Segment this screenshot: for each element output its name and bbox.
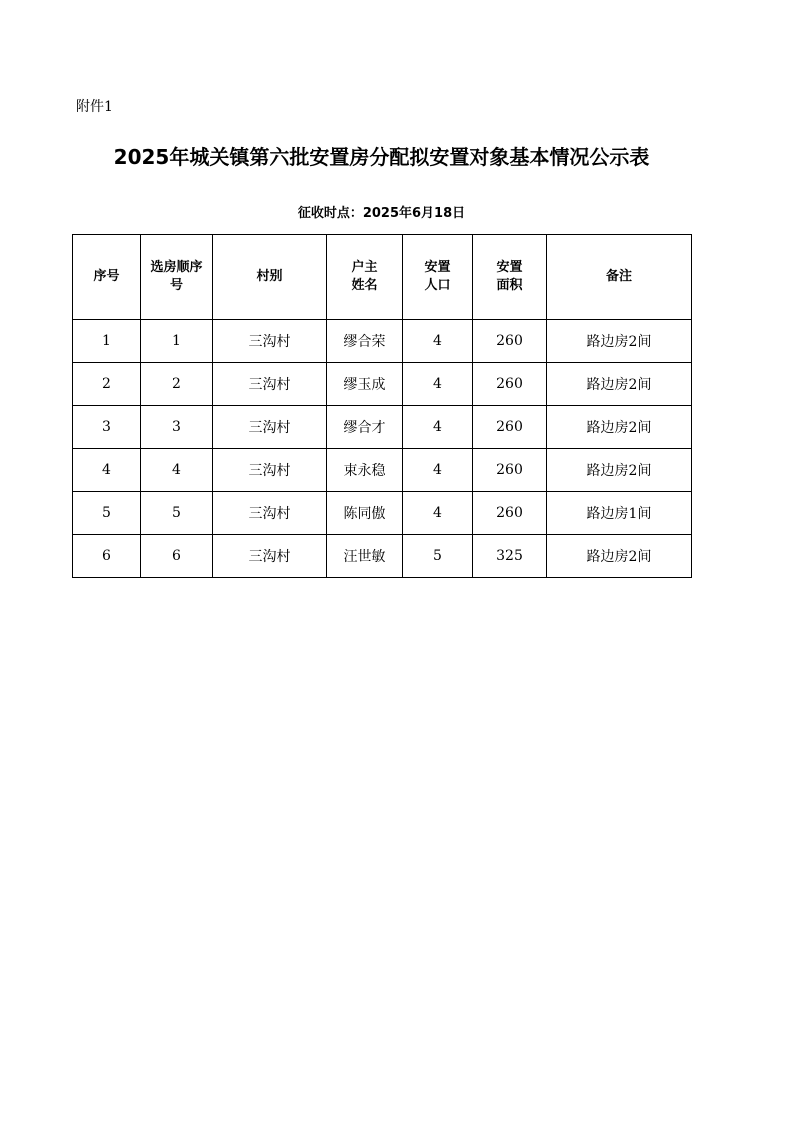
cell-selection-order: 3 xyxy=(141,406,213,449)
cell-householder-name: 束永稳 xyxy=(327,449,403,492)
header-resettled-population: 安置 人口 xyxy=(403,235,473,320)
cell-resettled-population: 4 xyxy=(403,363,473,406)
cell-remarks: 路边房2间 xyxy=(547,363,692,406)
cell-village: 三沟村 xyxy=(213,492,327,535)
cell-resettled-population: 5 xyxy=(403,535,473,578)
cell-selection-order: 4 xyxy=(141,449,213,492)
header-selection-order: 选房顺序 号 xyxy=(141,235,213,320)
cell-remarks: 路边房2间 xyxy=(547,535,692,578)
cell-remarks: 路边房2间 xyxy=(547,449,692,492)
cell-resettled-area: 260 xyxy=(473,363,547,406)
cell-householder-name: 缪合荣 xyxy=(327,320,403,363)
cell-resettled-population: 4 xyxy=(403,492,473,535)
cell-selection-order: 6 xyxy=(141,535,213,578)
cell-village: 三沟村 xyxy=(213,535,327,578)
table-row xyxy=(73,320,692,363)
header-village: 村别 xyxy=(213,235,327,320)
header-householder-name: 户主 姓名 xyxy=(327,235,403,320)
cell-householder-name: 汪世敏 xyxy=(327,535,403,578)
cell-resettled-area: 325 xyxy=(473,535,547,578)
attachment-label: 附件1 xyxy=(76,99,113,115)
header-remarks: 备注 xyxy=(547,235,692,320)
resettlement-table xyxy=(72,234,692,578)
cell-remarks: 路边房2间 xyxy=(547,406,692,449)
cell-serial-number: 2 xyxy=(73,363,141,406)
table-row xyxy=(73,449,692,492)
cell-village: 三沟村 xyxy=(213,363,327,406)
cell-serial-number: 5 xyxy=(73,492,141,535)
table-row xyxy=(73,406,692,449)
cell-village: 三沟村 xyxy=(213,406,327,449)
cell-remarks: 路边房2间 xyxy=(547,320,692,363)
cell-village: 三沟村 xyxy=(213,320,327,363)
collection-date: 征收时点：2025年6月18日 xyxy=(297,206,466,221)
cell-selection-order: 1 xyxy=(141,320,213,363)
cell-resettled-population: 4 xyxy=(403,406,473,449)
cell-resettled-area: 260 xyxy=(473,492,547,535)
cell-householder-name: 缪玉成 xyxy=(327,363,403,406)
cell-selection-order: 5 xyxy=(141,492,213,535)
table-row xyxy=(73,492,692,535)
cell-resettled-population: 4 xyxy=(403,449,473,492)
cell-serial-number: 6 xyxy=(73,535,141,578)
table-row xyxy=(73,363,692,406)
cell-serial-number: 1 xyxy=(73,320,141,363)
table-row xyxy=(73,535,692,578)
page-title: 2025年城关镇第六批安置房分配拟安置对象基本情况公示表 xyxy=(113,145,650,169)
cell-resettled-population: 4 xyxy=(403,320,473,363)
cell-remarks: 路边房1间 xyxy=(547,492,692,535)
cell-resettled-area: 260 xyxy=(473,320,547,363)
cell-householder-name: 陈同傲 xyxy=(327,492,403,535)
cell-resettled-area: 260 xyxy=(473,449,547,492)
cell-resettled-area: 260 xyxy=(473,406,547,449)
table-header-row xyxy=(73,235,692,320)
cell-village: 三沟村 xyxy=(213,449,327,492)
cell-householder-name: 缪合才 xyxy=(327,406,403,449)
cell-serial-number: 3 xyxy=(73,406,141,449)
cell-serial-number: 4 xyxy=(73,449,141,492)
header-serial-number: 序号 xyxy=(73,235,141,320)
header-resettled-area: 安置 面积 xyxy=(473,235,547,320)
cell-selection-order: 2 xyxy=(141,363,213,406)
